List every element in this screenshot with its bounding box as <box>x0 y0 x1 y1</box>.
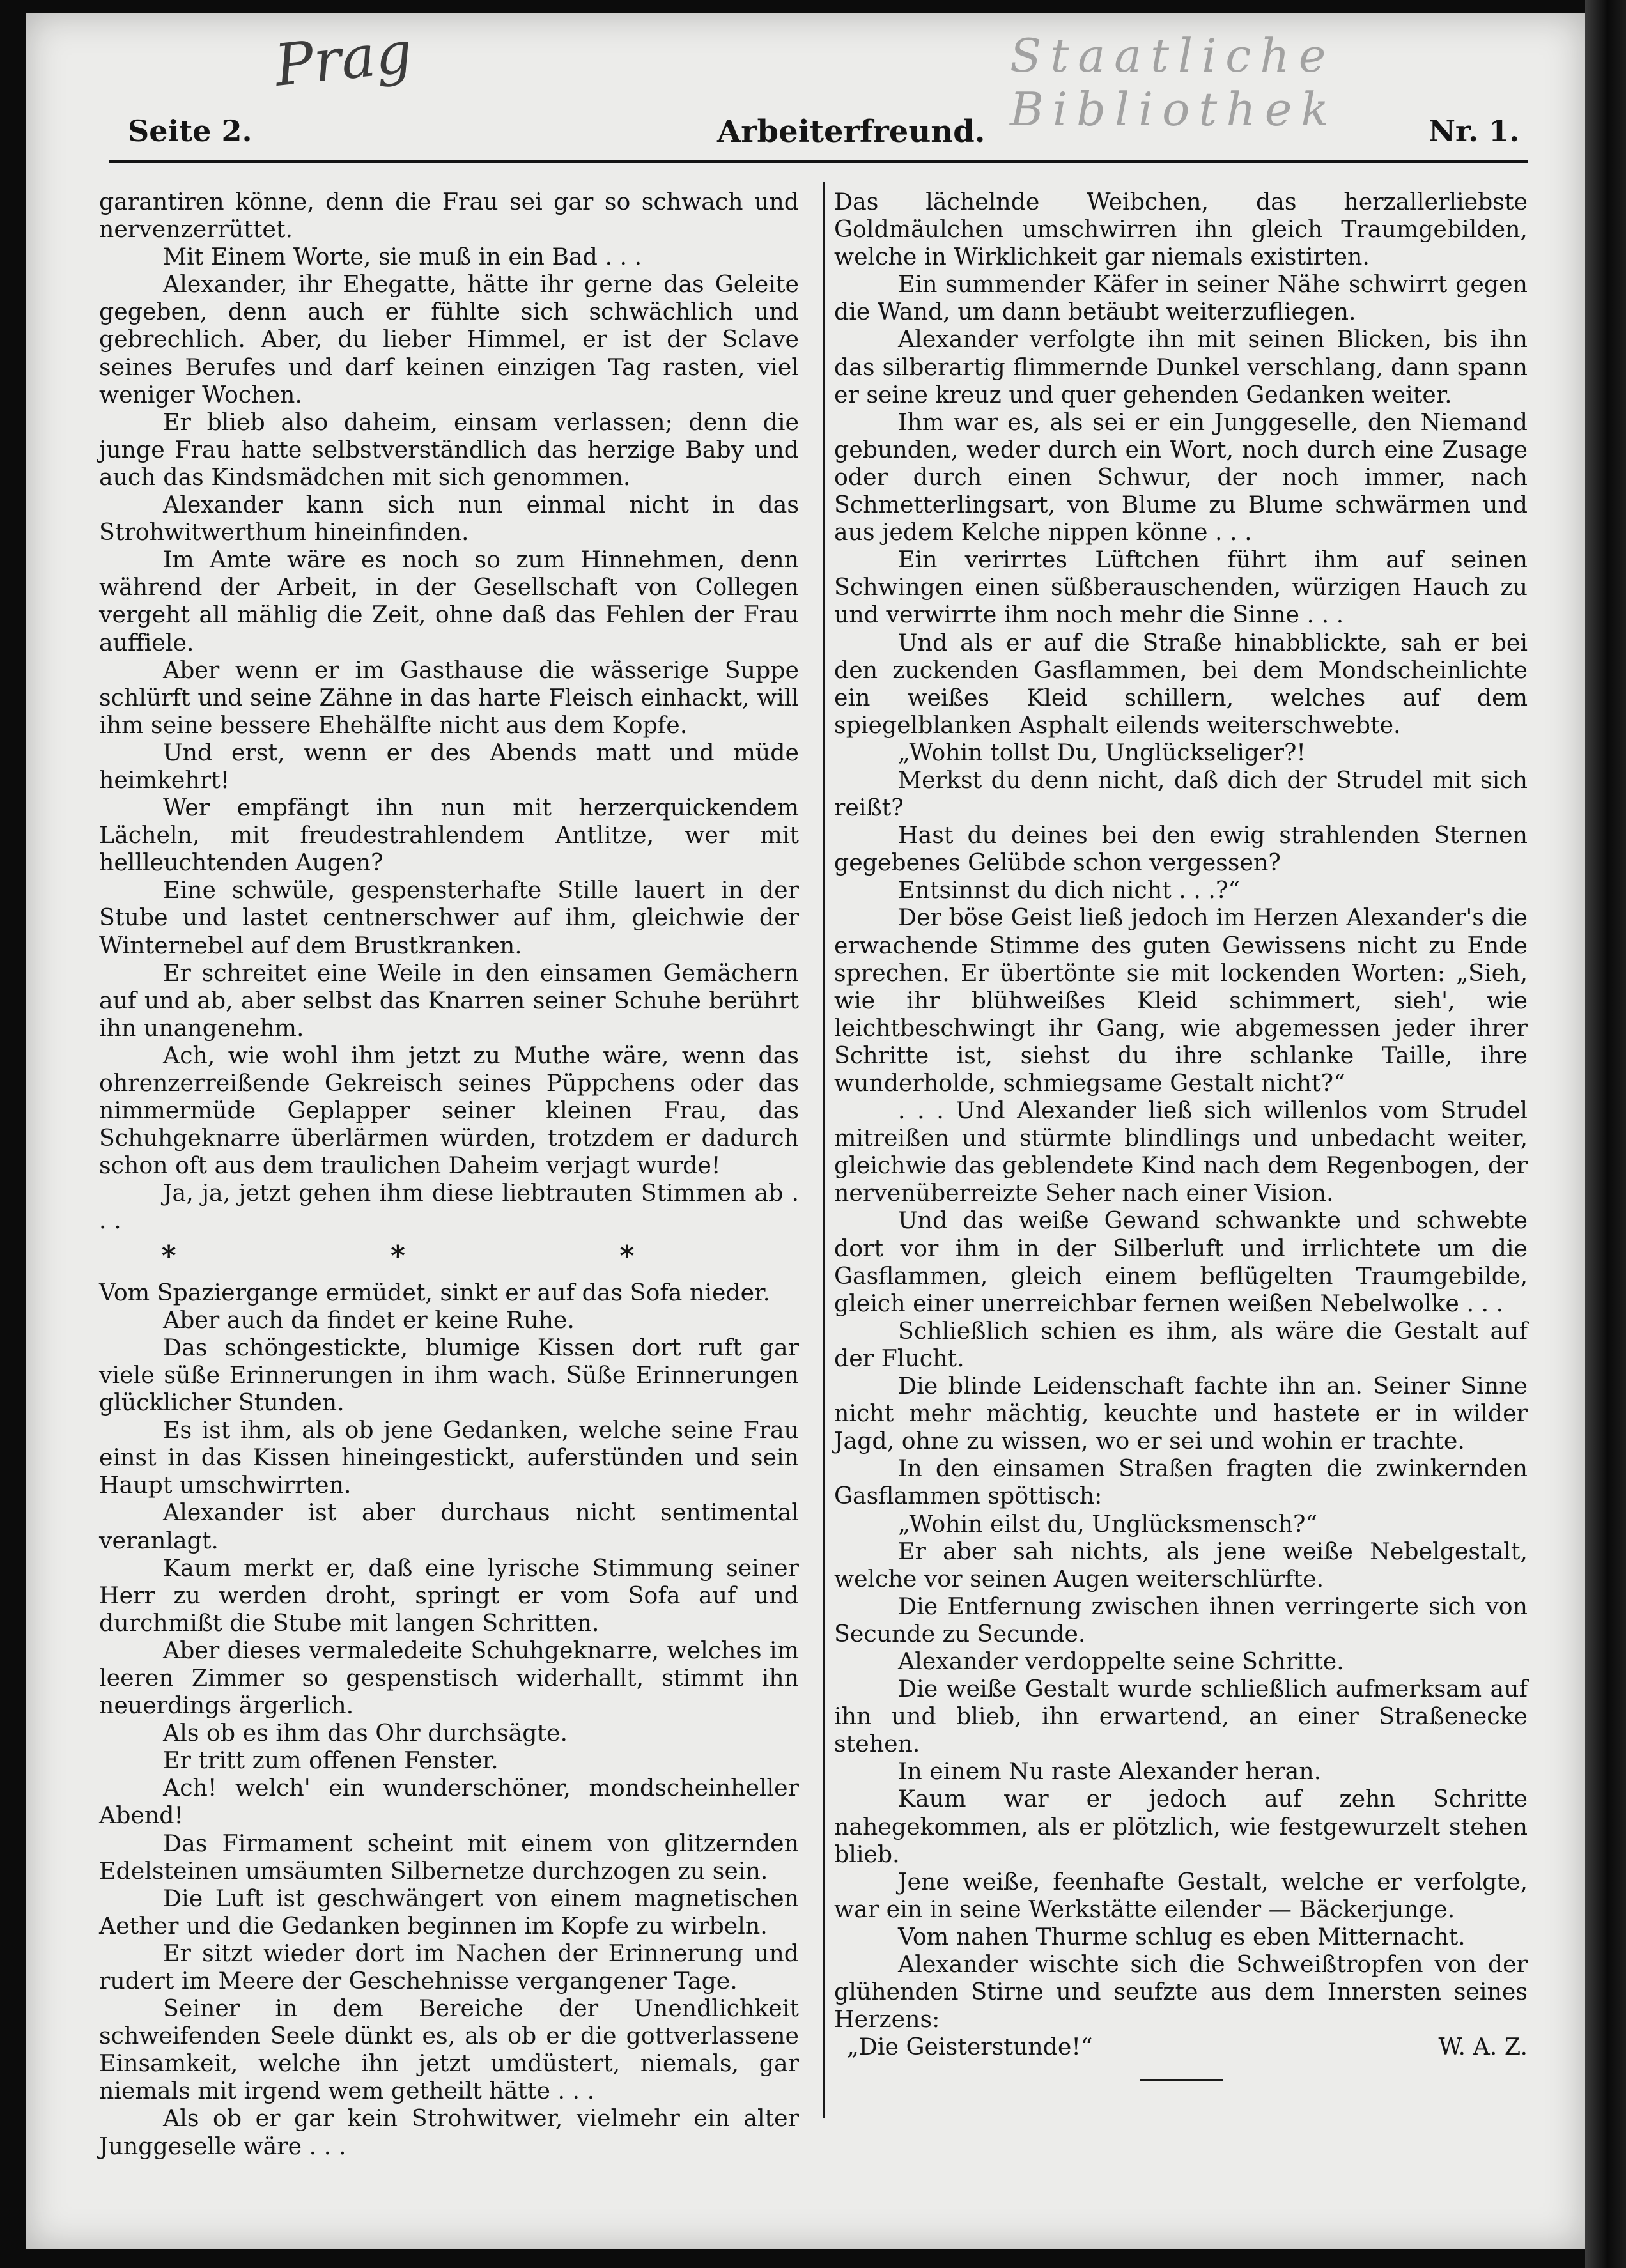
paragraph: Der böse Geist ließ jedoch im Herzen Alexander's die erwachende Stimme des guten Gewissens nicht zu Ende sprechen. Er übertönte sie mit lockenden Worten: „Sieh, wie ihr blühweißes Kleid schimmert, sieh', wie leichtbeschwingt ihr Gang, wie abgemessen jeder ihrer Schritte ist, siehst du ihre schlanke Taille, ihre wunderholde, schmiegsame Gestalt nicht?“ <box>834 904 1528 1097</box>
paragraph: Er blieb also daheim, einsam verlassen; denn die junge Frau hatte selbstverständlich das herzige Baby und auch das Kindsmädchen mit sich genommen. <box>99 408 799 491</box>
section-separator: * * * <box>161 1239 737 1272</box>
book-spine-shadow <box>1585 0 1626 2268</box>
margin-note-left: Prag <box>272 19 415 100</box>
paragraph: Das schöngestickte, blumige Kissen dort ruft gar viele süße Erinnerungen in ihm wach. Süße Erinnerungen glücklicher Stunden. <box>99 1333 799 1417</box>
newspaper-title: Arbeiterfreund. <box>717 114 986 150</box>
closing-quote: „Die Geisterstunde!“ <box>847 2033 1093 2061</box>
paragraph: Es ist ihm, als ob jene Gedanken, welche seine Frau einst in das Kissen hineingestickt, auferstünden und sein Haupt umschwirrten. <box>99 1416 799 1499</box>
paragraph: Aber dieses vermaledeite Schuhgeknarre, welches im leeren Zimmer so gespenstisch widerhallt, stimmt ihn neuerdings ärgerlich. <box>99 1636 799 1720</box>
paragraph: Schließlich schien es ihm, als wäre die Gestalt auf der Flucht. <box>834 1316 1528 1372</box>
paragraph: Die Entfernung zwischen ihnen verringerte sich von Secunde zu Secunde. <box>834 1592 1528 1647</box>
paragraph: Die Luft ist geschwängert von einem magnetischen Aether und die Gedanken beginnen im Kopfe zu wirbeln. <box>99 1884 799 1940</box>
paragraph: Vom nahen Thurme schlug es eben Mitternacht. <box>898 1922 1466 1950</box>
paragraph: Mit Einem Worte, sie muß in ein Bad . . . <box>163 243 642 271</box>
paragraph: Ein verirrtes Lüftchen führt ihm auf seinen Schwingen einen süßberauschenden, würzigen Hauch zu und verwirrte ihm noch mehr die Sinne . . . <box>834 546 1528 629</box>
page-number: Seite 2. <box>128 114 252 148</box>
closing-line <box>834 2033 1528 2060</box>
paragraph: Jene weiße, feenhafte Gestalt, welche er verfolgte, war ein in seine Werkstätte eilender — Bäckerjunge. <box>834 1867 1528 1923</box>
paragraph: Und das weiße Gewand schwankte und schwebte dort vor ihm in der Silberluft und irrlichtete um die Gasflammen, gleich einem beflügelten Traumgebilde, gleich einer unerreichbar fernen weißen Nebelwolke . . . <box>834 1207 1528 1317</box>
paragraph: Als ob er gar kein Strohwitwer, vielmehr ein alter Junggeselle wäre . . . <box>99 2104 799 2160</box>
paragraph: Im Amte wäre es noch so zum Hinnehmen, denn während der Arbeit, in der Gesellschaft von Collegen vergeht all mählig die Zeit, ohne daß das Fehlen der Frau auffiele. <box>99 546 799 656</box>
paragraph: Und als er auf die Straße hinabblickte, sah er bei den zuckenden Gasflammen, bei dem Mondscheinlichte ein weißes Kleid schillern, welches auf dem spiegelblanken Asphalt eilends weiterschwebte. <box>834 628 1528 739</box>
paragraph: Er schreitet eine Weile in den einsamen Gemächern auf und ab, aber selbst das Knarren seiner Schuhe berührt ihn unangenehm. <box>99 959 799 1042</box>
header-rule <box>109 160 1528 163</box>
paragraph: Ja, ja, jetzt gehen ihm diese liebtrauten Stimmen ab . . . <box>99 1179 799 1235</box>
end-rule <box>1140 2079 1223 2081</box>
paragraph: Wer empfängt ihn nun mit herzerquickendem Lächeln, mit freudestrahlendem Antlitze, wer mit hellleuchtenden Augen? <box>99 794 799 877</box>
paragraph: Hast du deines bei den ewig strahlenden Sternen gegebenes Gelübde schon vergessen? <box>834 821 1528 877</box>
left-column-continuation <box>99 1279 799 2160</box>
paragraph: Die blinde Leidenschaft fachte ihn an. Seiner Sinne nicht mehr mächtig, keuchte und hastete er in wilder Jagd, ohne zu wissen, wo er sei und wohin er trachte. <box>834 1372 1528 1455</box>
paragraph: Merkst du denn nicht, daß dich der Strudel mit sich reißt? <box>834 766 1528 822</box>
paragraph: Als ob es ihm das Ohr durchsägte. <box>163 1719 568 1747</box>
paragraph: Aber auch da findet er keine Ruhe. <box>163 1306 575 1334</box>
paragraph: Alexander kann sich nun einmal nicht in das Strohwitwerthum hineinfinden. <box>99 491 799 546</box>
issue-number: Nr. 1. <box>1429 114 1520 148</box>
paragraph: Und erst, wenn er des Abends matt und müde heimkehrt! <box>99 738 799 794</box>
paragraph: Eine schwüle, gespensterhafte Stille lauert in der Stube und lastet centnerschwer auf ihm, gleichwie der Winternebel auf dem Brustkranken. <box>99 876 799 959</box>
paragraph: . . . Und Alexander ließ sich willenlos vom Strudel mitreißen und stürmte blindlings und unbedacht weiter, gleichwie das geblendete Kind nach dem Regenbogen, der nervenüberreizte Seher nach einer Vision. <box>834 1097 1528 1207</box>
paragraph: Ach, wie wohl ihm jetzt zu Muthe wäre, wenn das ohrenzerreißende Gekreisch seines Püppchens oder das nimmermüde Geplapper seiner kleinen Frau, das Schuhgeknarre überlärmen würden, trotzdem er dadurch schon oft aus dem traulichen Daheim verjagt wurde! <box>99 1041 799 1180</box>
right-column-paragraphs <box>834 188 1528 2033</box>
paragraph: Vom Spaziergange ermüdet, sinkt er auf das Sofa nieder. <box>99 1278 771 1306</box>
paragraph: Alexander verdoppelte seine Schritte. <box>898 1647 1344 1675</box>
paragraph: Alexander ist aber durchaus nicht sentimental veranlagt. <box>99 1499 799 1554</box>
right-column <box>834 188 1528 2081</box>
paragraph: Aber wenn er im Gasthause die wässerige Suppe schlürft und seine Zähne in das harte Fleisch einhackt, will ihm seine bessere Ehehälfte nicht aus dem Kopfe. <box>99 656 799 739</box>
paragraph: Alexander wischte sich die Schweißtropfen von der glühenden Stirne und seufzte aus dem Innersten seines Herzens: <box>834 1950 1528 2033</box>
paragraph: Die weiße Gestalt wurde schließlich aufmerksam auf ihn und blieb, ihn erwartend, an einer Straßenecke stehen. <box>834 1675 1528 1758</box>
left-column <box>99 188 799 2160</box>
paragraph: Ein summender Käfer in seiner Nähe schwirrt gegen die Wand, um dann betäubt weiterzufliegen. <box>834 270 1528 326</box>
author-signature: W. A. Z. <box>1438 2033 1528 2061</box>
paragraph: Alexander verfolgte ihn mit seinen Blicken, bis ihn das silberartig flimmernde Dunkel verschlang, dann spann er seine kreuz und quer gehenden Gedanken weiter. <box>834 325 1528 408</box>
paragraph: garantiren könne, denn die Frau sei gar so schwach und nervenzerrüttet. <box>99 188 799 243</box>
column-divider <box>823 182 825 2118</box>
margin-note-right: Staatliche Bibliothek <box>1010 29 1338 136</box>
paragraph: Alexander, ihr Ehegatte, hätte ihr gerne das Geleite gegeben, denn auch er fühlte sich schwächlich und gebrechlich. Aber, du lieber Himmel, er ist der Sclave seines Berufes und darf keinen einzigen Tag rasten, viel weniger Wochen. <box>99 270 799 408</box>
paragraph: Das Firmament scheint mit einem von glitzernden Edelsteinen umsäumten Silbernetze durchzogen zu sein. <box>99 1829 799 1885</box>
paragraph: „Wohin eilst du, Unglücksmensch?“ <box>898 1509 1318 1538</box>
paragraph: Kaum merkt er, daß eine lyrische Stimmung seiner Herr zu werden droht, springt er vom Sofa auf und durchmißt die Stube mit langen Schritten. <box>99 1554 799 1637</box>
paragraph: Entsinnst du dich nicht . . .?“ <box>898 876 1240 904</box>
paragraph: In einem Nu raste Alexander heran. <box>898 1757 1322 1786</box>
paragraph: Er tritt zum offenen Fenster. <box>163 1747 499 1775</box>
paragraph: Er aber sah nichts, als jene weiße Nebelgestalt, welche vor seinen Augen weiterschlürfte. <box>834 1537 1528 1593</box>
paragraph: Er sitzt wieder dort im Nachen der Erinnerung und rudert im Meere der Geschehnisse vergangener Tage. <box>99 1939 799 1994</box>
paragraph: Seiner in dem Bereiche der Unendlichkeit schweifenden Seele dünkt es, als ob er die gottverlassene Einsamkeit, welche ihn jetzt umdüstert, niemals, gar niemals mit irgend wem getheilt hätte . . . <box>99 1994 799 2105</box>
paragraph: In den einsamen Straßen fragten die zwinkernden Gasflammen spöttisch: <box>834 1454 1528 1510</box>
paragraph: Das lächelnde Weibchen, das herzallerliebste Goldmäulchen umschwirren ihn gleich Traumgebilden, welche in Wirklichkeit gar niemals existirten. <box>834 188 1528 271</box>
paragraph: Kaum war er jedoch auf zehn Schritte nahegekommen, als er plötzlich, wie festgewurzelt stehen blieb. <box>834 1785 1528 1868</box>
paragraph: „Wohin tollst Du, Unglückseliger?! <box>898 738 1306 766</box>
paragraph: Ach! welch' ein wunderschöner, mondscheinheller Abend! <box>99 1774 799 1830</box>
paragraph: Ihm war es, als sei er ein Junggeselle, den Niemand gebunden, weder durch ein Wort, noch durch eine Zusage oder durch einen Schwur, der noch immer, nach Schmetterlingsart, von Blume zu Blume schwärmen und aus jedem Kelche nippen könne . . . <box>834 408 1528 546</box>
